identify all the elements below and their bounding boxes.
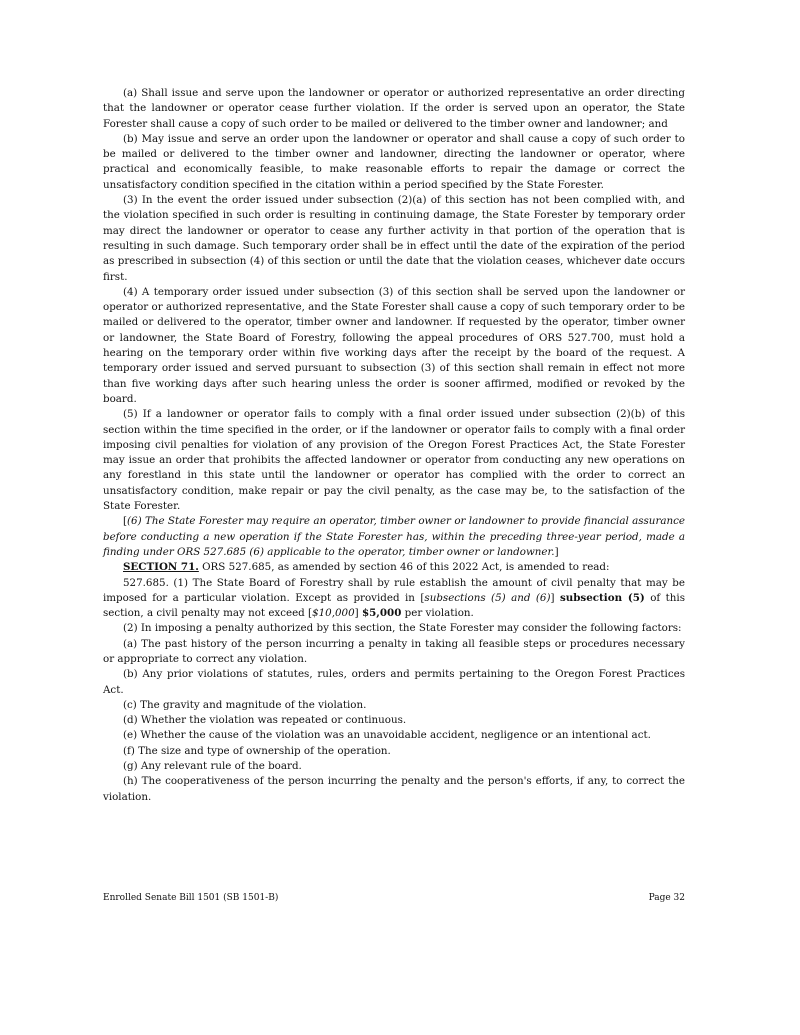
text-run: per violation. (401, 607, 474, 620)
bracket-close: ] (554, 545, 559, 558)
document-body (103, 86, 685, 805)
text-run: ] (550, 591, 560, 604)
paragraph-5: (5) If a landowner or operator fails to comply with a final order issued under subsection (2)(b) of this section within the time specified in the order, or if the landowner or operator fails to comply with a final order imposing civil penalties for violation of any provision of the Oregon Forest Practices Act, the State Forester may issue an order that prohibits the affected landowner or operator from conducting any new operations on any forestland in this state until the landowner or operator has complied with the order to correct an unsatisfactory condition, make repair or pay the civil penalty, as the case may be, to the satisfaction of the State Forester. (103, 408, 685, 513)
page-number: Page 32 (648, 893, 685, 903)
text-run: of this section, a civil penalty may not exceed [ (103, 591, 685, 620)
section-71-label: SECTION 71. (123, 561, 199, 574)
factor-e: (e) Whether the cause of the violation was an unavoidable accident, negligence or an intentional act. (123, 729, 651, 742)
deleted-text: subsections (5) and (6) (424, 591, 551, 604)
section-71-heading (103, 560, 685, 575)
section-71-text: ORS 527.685, as amended by section 46 of this 2022 Act, is amended to read: (198, 561, 610, 574)
factor-g: (g) Any relevant rule of the board. (123, 760, 302, 773)
deleted-text: (6) The State Forester may require an operator, timber owner or landowner to provide financial assurance before conducting a new operation if the State Forester has, within the preceding three-year period, made a finding under ORS 527.685 (6) applicable to the operator, timber owner or landowner. (103, 515, 685, 558)
factor-f: (f) The size and type of ownership of the operation. (123, 744, 391, 757)
factor-c: (c) The gravity and magnitude of the violation. (123, 698, 367, 711)
bill-name: Enrolled Senate Bill 1501 (SB 1501-B) (103, 893, 279, 903)
paragraph-527-685-2: (2) In imposing a penalty authorized by this section, the State Forester may consider the following factors: (123, 622, 682, 635)
paragraph-2b: (b) May issue and serve an order upon the landowner or operator and shall cause a copy of such order to be mailed or delivered to the timber owner and landowner, directing the landowner or operator, where practical and economically feasible, to make reasonable efforts to repair the damage or correct the unsatisfactory condition specified in the citation within a period specified by the State Forester. (103, 132, 685, 191)
factor-b: (b) Any prior violations of statutes, rules, orders and permits pertaining to the Oregon Forest Practices Act. (103, 668, 685, 696)
bracket-open: [ (123, 515, 128, 528)
paragraph-527-685-1 (103, 576, 685, 622)
paragraph-3: (3) In the event the order issued under subsection (2)(a) of this section has not been complied with, and the violation specified in such order is resulting in continuing damage, the State Forester by temporary order may direct the landowner or operator to cease any further activity in that portion of the operation that is resulting in such damage. Such temporary order shall be in effect until the date of the expiration of the period as prescribed in subsection (4) of this section or until the date that the violation ceases, whichever date occurs first. (103, 194, 685, 283)
text-run: ] (354, 607, 362, 620)
paragraph-6-deleted (103, 514, 685, 560)
text-run: 527.685. (1) The State Board of Forestry shall by rule establish the amount of civil penalty that may be imposed for a particular violation. Except as provided in [ (103, 576, 685, 604)
added-text: $5,000 (361, 607, 402, 620)
factor-d: (d) Whether the violation was repeated or continuous. (123, 714, 407, 727)
factor-a: (a) The past history of the person incurring a penalty in taking all feasible steps or procedures necessary or appropriate to correct any violation. (103, 637, 685, 665)
factor-h: (h) The cooperativeness of the person incurring the penalty and the person's efforts, if any, to correct the violation. (103, 775, 685, 803)
deleted-text: $10,000 (312, 607, 355, 620)
paragraph-4: (4) A temporary order issued under subsection (3) of this section shall be served upon the landowner or operator or authorized representative, and the State Forester shall cause a copy of such temporary order to be mailed or delivered to the operator, timber owner and landowner. If requested by the operator, timber owner or landowner, the State Board of Forestry, following the appeal procedures of ORS 527.700, must hold a hearing on the temporary order within five working days after the receipt by the board of the request. A temporary order issued and served pursuant to subsection (3) of this section shall remain in effect not more than five working days after such hearing unless the order is sooner affirmed, modified or revoked by the board. (103, 285, 685, 405)
added-text: subsection (5) (559, 591, 645, 604)
paragraph-2a: (a) Shall issue and serve upon the landowner or operator or authorized representative an order directing that the landowner or operator cease further violation. If the order is served upon an operator, the State Forester shall cause a copy of such order to be mailed or delivered to the timber owner and landowner; and (103, 87, 685, 130)
page-footer (103, 893, 685, 903)
